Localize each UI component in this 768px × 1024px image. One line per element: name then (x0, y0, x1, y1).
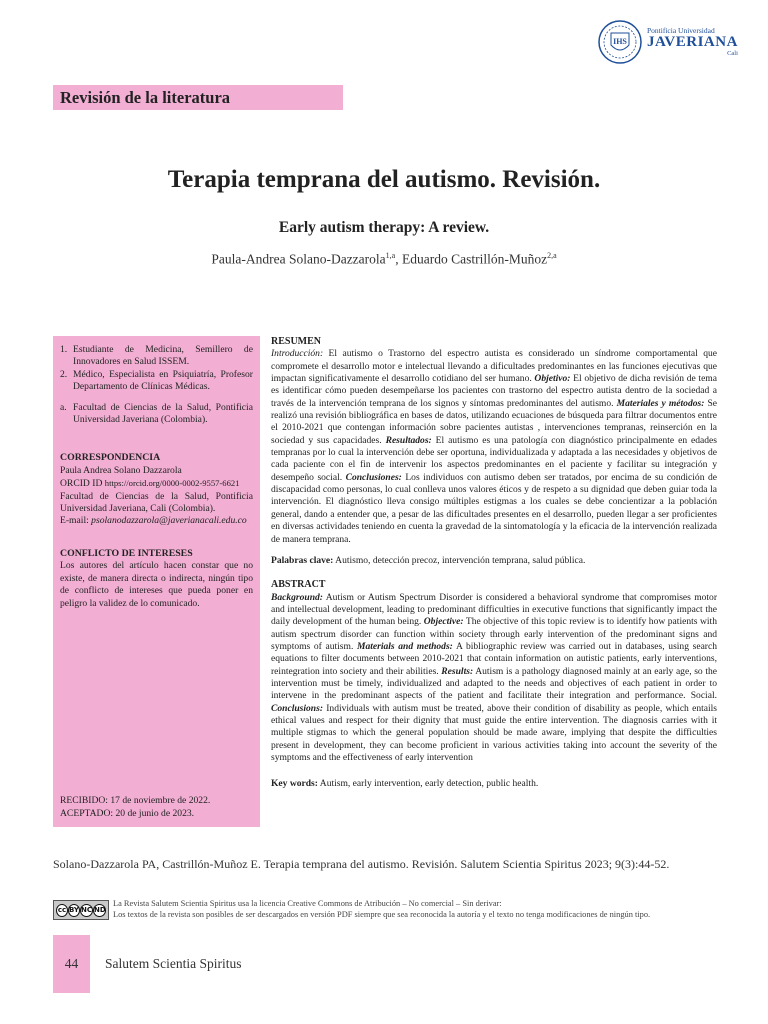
email-label: E-mail: (60, 515, 92, 527)
author-separator: , (395, 251, 402, 267)
orcid-label: ORCID ID (60, 478, 105, 490)
resumen-intro-label: Introducción: (271, 348, 324, 360)
cc-nd-icon: ND (93, 904, 106, 917)
author-list (0, 251, 768, 268)
abstract-keywords-label: Key words: (271, 778, 318, 790)
abstract-body (271, 592, 717, 765)
orcid-line (60, 477, 253, 490)
article-sidebar (53, 336, 260, 827)
affiliation-number: 2. (60, 368, 68, 380)
license-notice (113, 898, 713, 920)
affiliation-list (60, 344, 253, 394)
abstract-background-label: Background: (271, 591, 323, 603)
article-title: Terapia temprana del autismo. Revisión. (167, 166, 601, 193)
email-line (60, 515, 253, 527)
cc-by-icon: BY (68, 904, 80, 917)
license-line: La Revista Salutem Scientia Spiritus usa la licencia Creative Commons de Atribución – No comercial – Sin derivar: (113, 899, 502, 908)
institution-list (60, 402, 253, 427)
affiliation-text: Estudiante de Medicina, Semillero de Innovadores en Salud ISSEM. (73, 344, 253, 368)
abstract-background: Autism or Autism Spectrum Disorder is considered a behavioral syndrome that compromises motor and intellectual development, leading to predominant difficulties in executive functions that significantly impact the daily development of the human being. (271, 591, 717, 628)
author-affiliation: 1,a (385, 251, 396, 260)
author-name: Paula-Andrea Solano-Dazzarola (211, 251, 386, 267)
abstract-objective-label: Objective: (423, 616, 464, 628)
email-link[interactable]: psolanodazzarola@javerianacali.edu.co (91, 515, 247, 527)
article-citation: Solano-Dazzarola PA, Castrillón-Muñoz E. Terapia temprana del autismo. Revisión. Salutem Scientia Spiritus 2023; 9(3):44-52. (53, 857, 670, 871)
affiliation-item (60, 344, 253, 369)
university-logo (597, 16, 747, 68)
abstract-methods: A bibliographic review was carried out in databases, using search equations to filter documents between 2010-2021 that contain information on autistic patients, early interventions, reintegration into society and their abilities. (271, 640, 718, 677)
correspondence-name: Paula Andrea Solano Dazzarola (60, 464, 182, 476)
resumen-keywords (271, 555, 717, 567)
author-name: Eduardo Castrillón-Muñoz (401, 251, 548, 267)
university-seal-icon (597, 19, 643, 65)
received-date: RECIBIDO: 17 de noviembre de 2022. (60, 795, 211, 807)
affiliation-item (60, 402, 253, 427)
cc-nc-icon: NC (80, 904, 93, 917)
creative-commons-badge-icon[interactable] (53, 900, 109, 920)
abstract-heading: ABSTRACT (271, 579, 326, 591)
abstract-conclusions: Individuals with autism must be treated, above their condition of disability as people, which entails ethical values and respect for their dignity that must guide the entire intervention. The diagnosis carries with it multiple stigmas to which the general population should be made aware, implying that despite the difficulties present in development, they can become proficient in various activities taking into account the severity of the symptoms and the effectiveness of early intervention (271, 702, 717, 763)
orcid-link[interactable]: https://orcid.org/0000-0002-9557-6621 (104, 478, 240, 489)
resumen-results-label: Resultados: (385, 434, 432, 446)
abstract-keywords-text: Autism, early intervention, early detection, public health. (317, 778, 539, 790)
resumen-keywords-label: Palabras clave: (271, 554, 334, 566)
conflict-text: Los autores del artículo hacen constar que no existe, de manera directa o indirecta, ningún tipo de conflicto de intereses que pueda poner en peligro la validez de lo comunicado. (60, 560, 253, 609)
author-affiliation: 2,a (547, 251, 557, 260)
logo-name: JAVERIANA (647, 34, 738, 50)
logo-small-text: Pontificia Universidad (647, 25, 715, 35)
accepted-date: ACEPTADO: 20 de junio de 2023. (60, 807, 195, 819)
section-label-band (53, 85, 343, 110)
conflict-heading: CONFLICTO DE INTERESES (60, 547, 193, 559)
logo-wordmark (647, 27, 738, 58)
resumen-intro: El autismo o Trastorno del espectro autista es considerado un síndrome comportamental que compromete el desarrollo motor e intelectual llevando a dificultades predominantes en las funciones ejecutivas que impactan significativamente el desarrollo cotidiano del ser humano. (271, 348, 717, 385)
article-abstracts (271, 336, 717, 791)
affiliation-item (60, 369, 253, 394)
correspondence-address: Facultad de Ciencias de la Salud, Pontificia Universidad Javeriana, Cali (Colombia). (60, 490, 253, 515)
correspondence-heading: CORRESPONDENCIA (60, 452, 161, 464)
affiliation-text: Médico, Especialista en Psiquiatría, Profesor Departamento de Clínicas Médicas. (73, 368, 253, 393)
resumen-objective-label: Objetivo: (534, 373, 571, 385)
abstract-methods-label: Materials and methods: (356, 640, 453, 652)
affiliation-text: Facultad de Ciencias de la Salud, Pontificia Universidad Javeriana (Colombia). (73, 401, 253, 426)
logo-city: Cali (727, 50, 738, 57)
resumen-methods: Se realizó una revisión bibliográfica en bases de datos, utilizando ecuaciones de búsqueda para filtrar documentos entre el 2010-2021 que contengan información sobre pacientes autistas , intervenciones tempranas, reinserción en la sociedad y sus capacidades. (271, 397, 718, 446)
resumen-conclusions-label: Conclusiones: (345, 471, 402, 483)
license-line: Los textos de la revista son posibles de ser descargados en versión PDF siempre que sea reconocida la autoría y el texto no tenga modificaciones de ningún tipo. (113, 910, 651, 919)
cc-icon: cc (56, 904, 68, 917)
section-label: Revisión de la literatura (60, 88, 231, 107)
resumen-heading: RESUMEN (271, 336, 322, 347)
abstract-results-label: Results: (441, 665, 474, 677)
article-dates (60, 795, 253, 820)
journal-name: Salutem Scientia Spiritus (105, 956, 242, 971)
resumen-body (271, 348, 717, 546)
affiliation-number: a. (60, 401, 67, 413)
affiliation-number: 1. (60, 344, 68, 355)
abstract-keywords (271, 778, 717, 790)
resumen-keywords-text: Autismo, detección precoz, intervención temprana, salud pública. (333, 554, 586, 566)
page-number: 44 (64, 956, 79, 971)
abstract-objective: The objective of this topic review is to identify how patients with autism spectrum disorder can function within society through early intervention of the predominant signs and symptoms of autism. (271, 616, 717, 652)
abstract-conclusions-label: Conclusions: (271, 702, 323, 714)
resumen-conclusions: Los individuos con autismo deben ser tratados, por encima de su condición de discapacidad como personas, lo cual conlleva unos valores éticos y de respeto a su dignidad que deben guiar toda la intervención. El diagnóstico lleva consigo múltiples estigmas a los cuales se debe concientizar a la población general, dando a entender que, a pesar de las dificultades presentes en el desarrollo, pueden llegar a ser proficientes en diversas actividades teniendo en cuenta la gravedad de la sintomatología y la eficacia de la intervención realizada de manera temprana. (271, 471, 717, 545)
resumen-objective: El objetivo de dicha revisión de tema es identificar cómo pueden desempeñarse los pacientes con trastorno del espectro autista dentro de la sociedad a través de la intervención temprana de los signos y síntomas predominantes del autismo. (271, 373, 717, 409)
abstract-results: Autism is a pathology diagnosed mainly at an early age, so the intervention must be timely, individualized and adapted to the needs and objectives of each patient in order to intervene in the predominant aspects of the patient and facilitate their integration and performance. Social. (271, 665, 717, 702)
svg-text:IHS: IHS (613, 37, 627, 46)
article-subtitle: Early autism therapy: A review. (278, 219, 490, 236)
resumen-results: El autismo es una patología con diagnóstico principalmente en edades tempranas por lo cual la intervención debe ser oportuna, individualizada y adaptada a las necesidades y objetivos de cada paciente con el fin de intervenir los aspectos predominantes en el paciente y facilitar su integración y desempeño social. (271, 434, 717, 483)
resumen-methods-label: Materiales y métodos: (616, 397, 705, 409)
